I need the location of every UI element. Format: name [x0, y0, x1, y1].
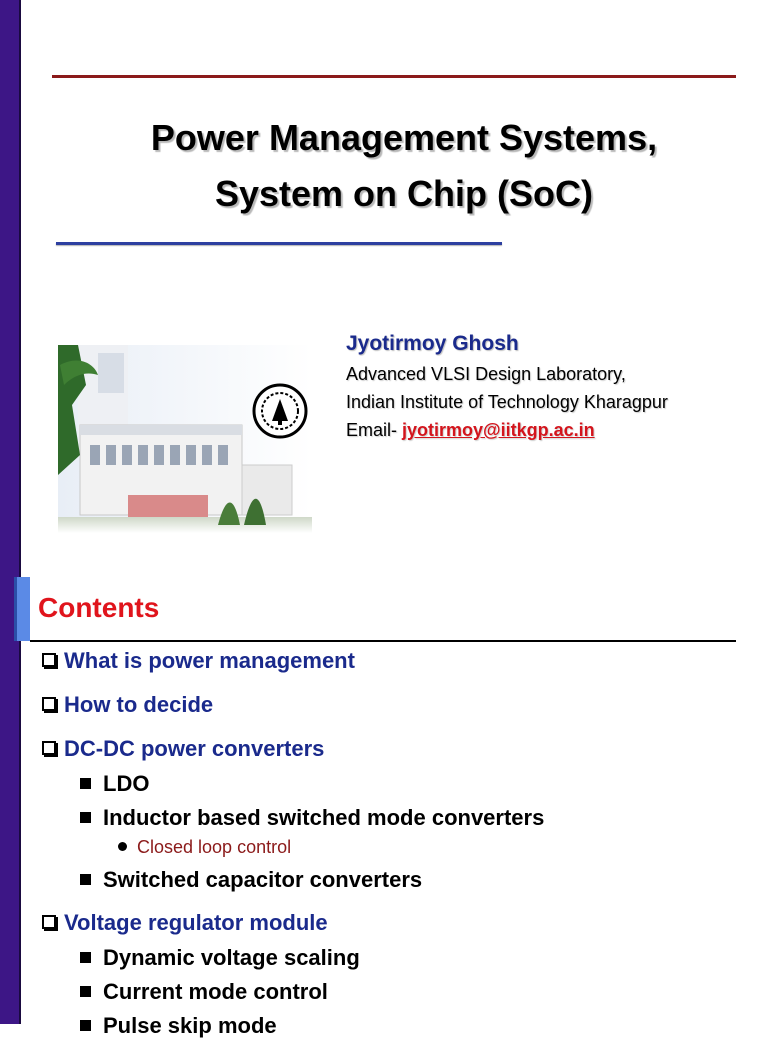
- left-sidebar-edge: [19, 0, 21, 1024]
- contents-divider: [30, 640, 736, 642]
- checkbox-bullet-icon: [42, 697, 56, 711]
- list-item: Voltage regulator module: [42, 910, 328, 936]
- square-bullet-icon: [80, 778, 91, 789]
- square-bullet-icon: [80, 952, 91, 963]
- author-name: Jyotirmoy Ghosh: [346, 332, 519, 355]
- square-bullet-icon: [80, 812, 91, 823]
- checkbox-bullet-icon: [42, 915, 56, 929]
- checkbox-bullet-icon: [42, 741, 56, 755]
- list-item: Pulse skip mode: [80, 1013, 277, 1039]
- email-label: Email-: [346, 420, 398, 440]
- list-item: Inductor based switched mode converters: [80, 805, 544, 831]
- list-item: Switched capacitor converters: [80, 867, 422, 893]
- list-item: What is power management: [42, 648, 355, 674]
- left-sidebar-bar: [0, 0, 19, 1024]
- title-underline: [56, 242, 502, 245]
- top-divider: [52, 75, 736, 78]
- checkbox-bullet-icon: [42, 653, 56, 667]
- lab-name: Advanced VLSI Design Laboratory,: [346, 364, 626, 384]
- email-link[interactable]: jyotirmoy@iitkgp.ac.in: [402, 420, 595, 440]
- title-line-2: System on Chip (SoC): [214, 173, 594, 214]
- campus-building-image: [58, 345, 312, 533]
- section-marker: [14, 577, 30, 641]
- square-bullet-icon: [80, 1020, 91, 1031]
- list-item: How to decide: [42, 692, 213, 718]
- list-item: LDO: [80, 771, 149, 797]
- email-line: [346, 420, 595, 441]
- institute-name: Indian Institute of Technology Kharagpur: [346, 392, 668, 412]
- round-bullet-icon: [118, 842, 127, 851]
- list-item: Closed loop control: [118, 837, 291, 858]
- square-bullet-icon: [80, 986, 91, 997]
- list-item: DC-DC power converters: [42, 736, 324, 762]
- list-item: Current mode control: [80, 979, 328, 1005]
- list-item: Dynamic voltage scaling: [80, 945, 360, 971]
- contents-heading: Contents: [38, 592, 160, 623]
- slide-title: [40, 110, 768, 222]
- square-bullet-icon: [80, 874, 91, 885]
- title-line-1: Power Management Systems,: [150, 117, 658, 158]
